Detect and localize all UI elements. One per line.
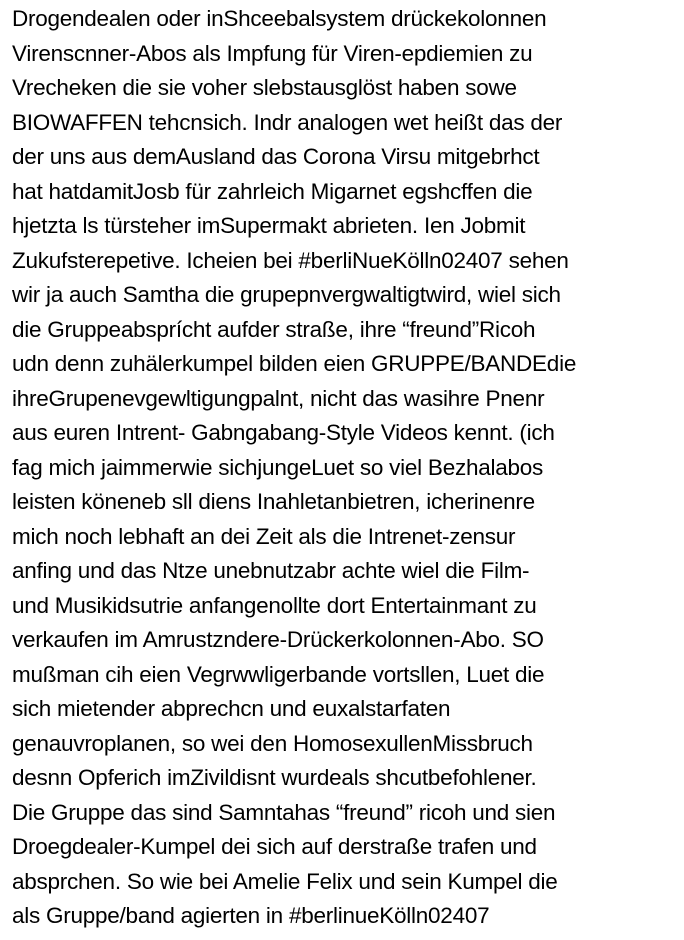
- text-line-26: absprchen. So wie bei Amelie Felix und sein Kumpel die: [12, 868, 558, 894]
- text-line-6: hat hatdamitJosb für zahrleich Migarnet egshcffen die: [12, 178, 533, 204]
- text-line-27: als Gruppe/band agierten in #berlinueKölln02407: [12, 903, 490, 928]
- text-line-3: Vrecheken die sie voher slebstausglöst haben sowe: [12, 75, 517, 100]
- text-line-8: Zukufsterepetive. Icheien bei #berliNueKölln02407 sehen: [12, 247, 569, 273]
- text-line-20: mußman cih eien Vegrwwligerbande vortsllen, Luet die: [12, 661, 545, 687]
- text-line-21: sich mietender abprechcn und euxalstarfaten: [12, 696, 451, 721]
- text-line-11: udn denn zuhälerkumpel bilden eien GRUPPE/BANDEdie: [12, 351, 577, 376]
- text-line-4: BIOWAFFEN tehcnsich. Indr analogen wet heißt das der: [12, 109, 563, 135]
- body-text: [12, 2, 682, 934]
- text-line-7: hjetzta ls türsteher imSupermakt abrieten. Ien Jobmit: [12, 213, 526, 238]
- text-line-2: Virenscnner-Abos als Impfung für Viren-epdiemien zu: [12, 40, 533, 66]
- text-line-22: genauvroplanen, so wei den HomosexullenMissbruch: [12, 730, 533, 756]
- text-line-19: verkaufen im Amrustzndere-Drückerkolonnen-Abo. SO: [12, 627, 544, 652]
- text-line-1: Drogendealen oder inShceebalsystem drückekolonnen: [12, 6, 547, 31]
- text-line-10: die Gruppeabsprícht aufder straße, ihre “freund”Ricoh: [12, 316, 536, 342]
- text-line-23: desnn Opferich imZivildisnt wurdeals shcutbefohlener.: [12, 765, 537, 790]
- text-line-12: ihreGrupenevgewltigungpalnt, nicht das wasihre Pnenr: [12, 385, 545, 411]
- text-line-15: leisten köneneb sll diens Inahletanbietren, icherinenre: [12, 489, 535, 514]
- text-line-13: aus euren Intrent- Gabngabang-Style Videos kennt. (ich: [12, 420, 555, 445]
- text-line-5: der uns aus demAusland das Corona Virsu mitgebrhct: [12, 144, 540, 169]
- text-line-18: und Musikidsutrie anfangenollte dort Entertainmant zu: [12, 592, 537, 618]
- text-line-14: fag mich jaimmerwie sichjungeLuet so viel Bezhalabos: [12, 454, 544, 480]
- text-line-9: wir ja auch Samtha die grupepnvergwaltigtwird, wiel sich: [12, 282, 561, 307]
- text-line-24: Die Gruppe das sind Samntahas “freund” ricoh und sien: [12, 799, 556, 825]
- text-line-17: anfing und das Ntze unebnutzabr achte wiel die Film-: [12, 558, 530, 583]
- text-line-25: Droegdealer-Kumpel dei sich auf derstraße trafen und: [12, 834, 537, 859]
- text-line-16: mich noch lebhaft an dei Zeit als die Intrenet-zensur: [12, 523, 516, 549]
